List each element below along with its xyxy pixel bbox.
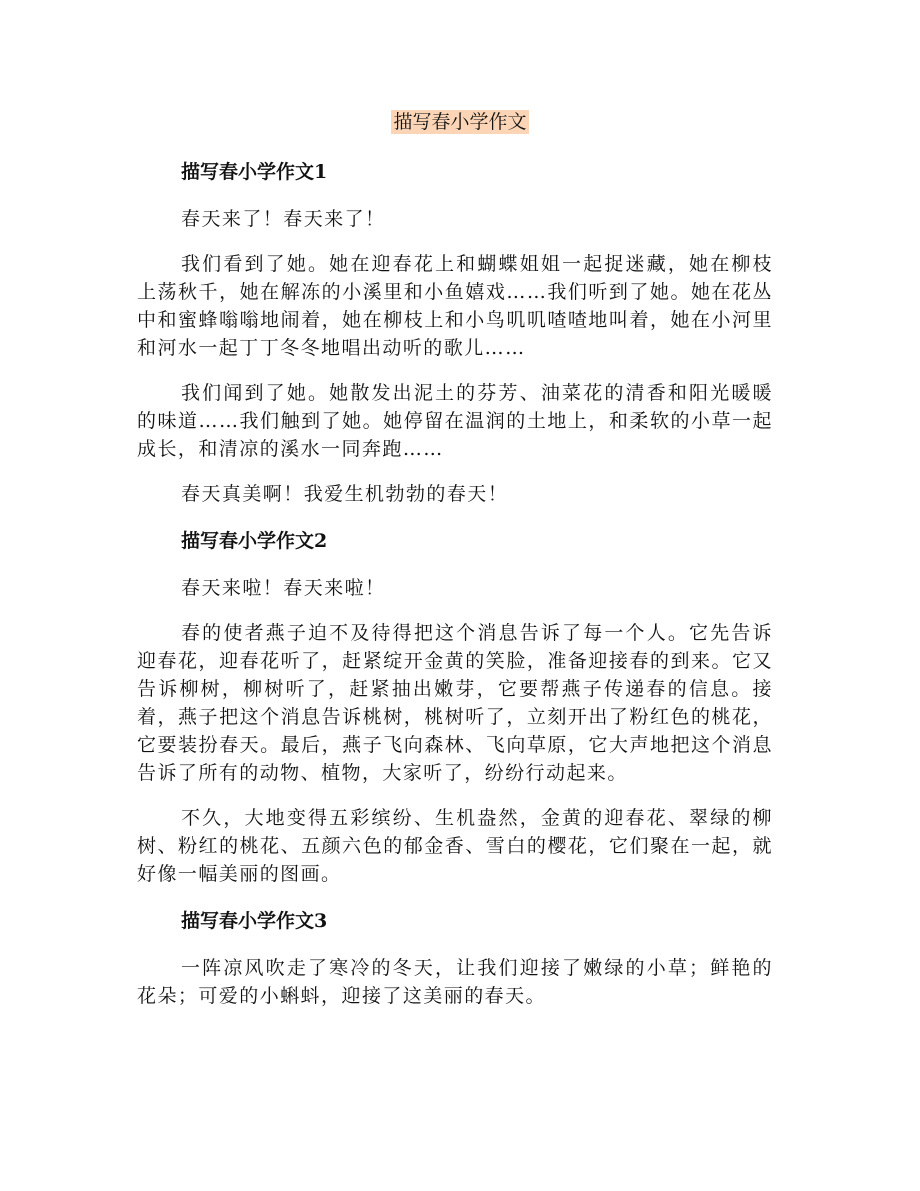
paragraph: 一阵凉风吹走了寒冷的冬天，让我们迎接了嫩绿的小草；鲜艳的花朵；可爱的小蝌蚪，迎接了这美丽的春天。 bbox=[137, 957, 773, 1007]
section-heading: 描写春小学作文1 bbox=[181, 161, 328, 183]
section-heading: 描写春小学作文2 bbox=[181, 530, 328, 552]
document-body bbox=[137, 156, 773, 1027]
section-heading: 描写春小学作文3 bbox=[181, 910, 328, 932]
paragraph: 春天来了！春天来了！ bbox=[181, 208, 386, 230]
document-title-text: 描写春小学作文 bbox=[393, 111, 527, 133]
paragraph: 我们看到了她。她在迎春花上和蝴蝶姐姐一起捉迷藏，她在柳枝上荡秋千，她在解冻的小溪里和小鱼嬉戏……我们听到了她。她在花丛中和蜜蜂嗡嗡地闹着，她在柳枝上和小鸟叽叽喳喳地叫着，她在小河里和河水一起丁丁冬冬地唱出动听的歌儿…… bbox=[137, 253, 773, 359]
paragraph: 春天来啦！春天来啦！ bbox=[181, 577, 386, 599]
paragraph: 春的使者燕子迫不及待得把这个消息告诉了每一个人。它先告诉迎春花，迎春花听了，赶紧绽开金黄的笑脸，准备迎接春的到来。它又告诉柳树，柳树听了，赶紧抽出嫩芽，它要帮燕子传递春的信息。接着，燕子把这个消息告诉桃树，桃树听了，立刻开出了粉红色的桃花，它要装扮春天。最后，燕子飞向森林、飞向草原，它大声地把这个消息告诉了所有的动物、植物，大家听了，纷纷行动起来。 bbox=[137, 622, 773, 784]
paragraph: 我们闻到了她。她散发出泥土的芬芳、油菜花的清香和阳光暖暖的味道……我们触到了她。她停留在温润的土地上，和柔软的小草一起成长，和清凉的溪水一同奔跑…… bbox=[137, 382, 773, 460]
document-title bbox=[0, 108, 920, 136]
paragraph: 春天真美啊！我爱生机勃勃的春天！ bbox=[181, 483, 509, 505]
paragraph: 不久，大地变得五彩缤纷、生机盎然，金黄的迎春花、翠绿的柳树、粉红的桃花、五颜六色的郁金香、雪白的樱花，它们聚在一起，就好像一幅美丽的图画。 bbox=[137, 807, 773, 885]
